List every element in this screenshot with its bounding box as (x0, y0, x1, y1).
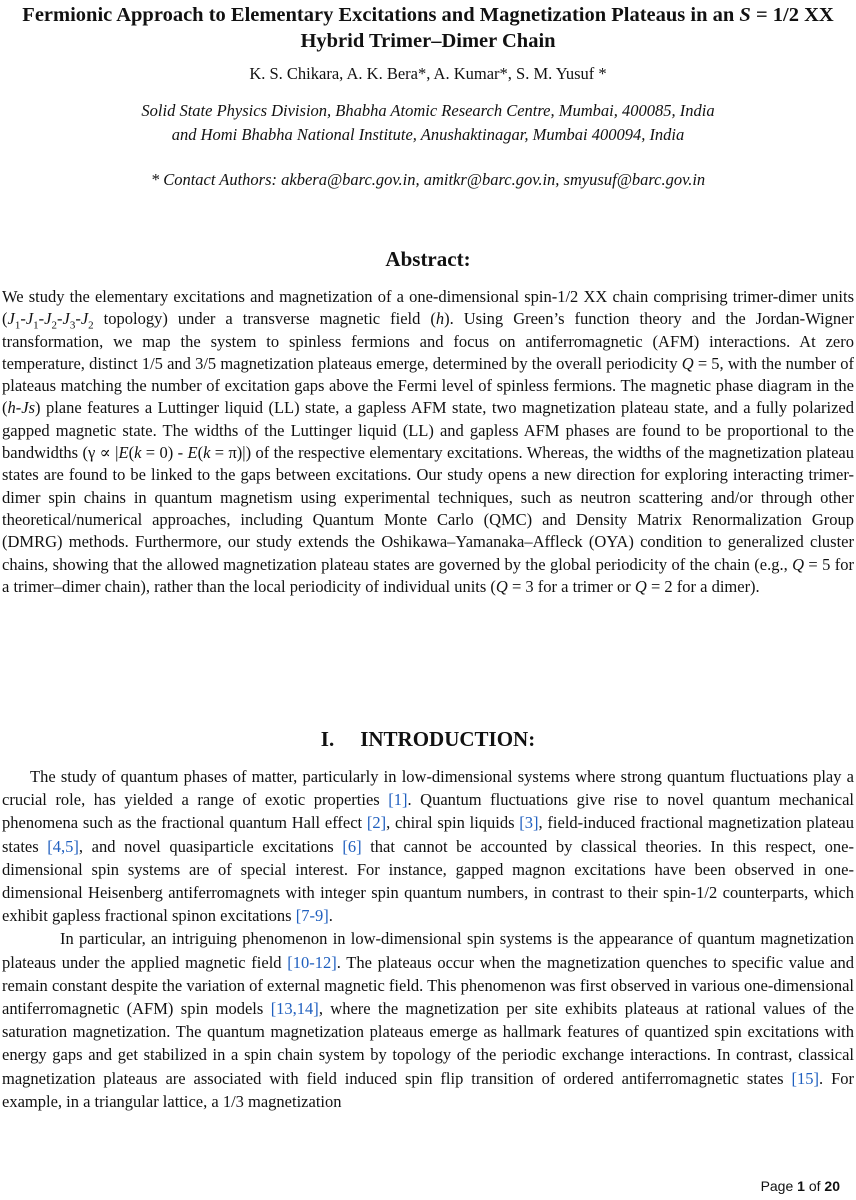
citation-link[interactable]: [4,5] (47, 836, 79, 856)
title-text-end: = 1/2 XX Hybrid Trimer–Dimer Chain (300, 4, 834, 52)
contact-authors: * Contact Authors: akbera@barc.gov.in, amitkr@barc.gov.in, smyusuf@barc.gov.in (150, 170, 706, 189)
citation-link[interactable]: [10-12] (287, 952, 337, 972)
citation-link[interactable]: [3] (519, 813, 539, 833)
citation-link[interactable]: [13,14] (270, 999, 319, 1019)
citation-link[interactable]: [2] (366, 813, 387, 833)
title-spin-symbol: S (739, 4, 751, 26)
introduction-body (2, 765, 854, 1113)
affiliation-line-1: Solid State Physics Division, Bhabha Atomic Research Centre, Mumbai, 400085, India (141, 101, 715, 120)
paper-title (10, 2, 846, 54)
total-page-count: 20 (824, 1178, 840, 1194)
section-title: INTRODUCTION: (360, 727, 536, 751)
abstract-body: We study the elementary excitations and magnetization of a one-dimensional spin-1/2 XX chain comprising trimer-dimer units ($J_1-J_1-J_2-J_3-J_2$ topology) under a transverse magnetic field (h). Using Green’s function theory and the Jordan-Wigner transformation, we map the system to spinless fermions and focus on antiferromagnetic (AFM) interactions. At zero temperature, distinct 1/5 and 3/5 magnetization plateaus emerge, determined by the overall periodicity Q = 5, with the number of plateaus matching the number of excitation gaps above the Fermi level of spinless fermions. The magnetic phase diagram in the (h-Js) plane features a Luttinger liquid (LL) state, a gapless AFM state, two magnetization plateau state, and a fully polarized gapped magnetic state. The widths of the Luttinger liquid (LL) and gapless AFM phases are found to be proportional to the bandwidths (γ ∝ |E(k = 0) - E(k = π)|) of the respective elementary excitations. Whereas, the widths of the magnetization plateau states are found to be linked to the gaps between excitations. Our study opens a new direction for exploring interacting trimer-dimer spin chains in quantum magnetism using experimental techniques, such as neutron scattering and/or through other theoretical/numerical approaches, including Quantum Monte Carlo (QMC) and Density Matrix Renormalization Group (DMRG) methods. Furthermore, our study extends the Oshikawa–Yamanaka–Affleck (OYA) condition to generalized cluster chains, showing that the allowed magnetization plateau states are governed by the global periodicity of the chain (e.g., Q = 5 for a trimer–dimer chain), rather than the local periodicity of individual units (Q = 3 for a trimer or Q = 2 for a dimer). (2, 287, 855, 596)
author-list: K. S. Chikara, A. K. Bera*, A. Kumar*, S. M. Yusuf * (249, 64, 607, 83)
section-number: I. (320, 727, 335, 751)
citation-link[interactable]: [1] (388, 790, 408, 810)
citation-link[interactable]: [7-9] (295, 906, 329, 926)
intro-paragraph-2: In particular, an intriguing phenomenon in low-dimensional spin systems is the appearance of quantum magnetization plateaus under the applied magnetic field [10-12]. The plateaus occur when the magnetization quenches to specific value and remain constant despite the variation of external magnetic field. This phenomenon was first observed in various one-dimensional antiferromagnetic (AFM) spin models [13,14], where the magnetization per site exhibits plateaus at rational values of the saturation magnetization. The quantum magnetization plateaus emerge as hallmark features of quantized spin excitations with energy gaps and get stabilized in a spin chain system by topology of the periodic exchange interactions. In contrast, classical magnetization plateaus are associated with field induced spin flip transition of ordered antiferromagnetic states [15]. For example, in a triangular lattice, a 1/3 magnetization (2, 929, 854, 1111)
affiliation-line-2: and Homi Bhabha National Institute, Anushaktinagar, Mumbai 400094, India (171, 125, 685, 144)
affiliation (0, 99, 856, 147)
citation-link[interactable]: [15] (791, 1068, 819, 1088)
title-text: Fermionic Approach to Elementary Excitations and Magnetization Plateaus in an (22, 4, 740, 26)
citation-link[interactable]: [6] (342, 836, 362, 856)
page-footer: Page 1 of 20 (760, 1178, 840, 1194)
section-heading-introduction (0, 725, 856, 753)
intro-paragraph-1: The study of quantum phases of matter, particularly in low-dimensional systems where strong quantum fluctuations play a crucial role, has yielded a range of exotic properties [1]. Quantum fluctuations give rise to novel quantum mechanical phenomena such as the fractional quantum Hall effect [2], chiral spin liquids [3], field-induced fractional magnetization plateau states [4,5], and novel quasiparticle excitations [6] that cannot be accounted by classical theories. In this respect, one-dimensional spin systems are of special interest. For instance, gapped magnon excitations have been observed in one-dimensional Heisenberg antiferromagnets with integer spin quantum numbers, in contrast to their spin-1/2 counterparts, which exhibit gapless fractional spinon excitations [7-9]. (2, 767, 854, 926)
current-page-number: 1 (797, 1178, 805, 1194)
abstract-heading: Abstract: (385, 247, 471, 271)
